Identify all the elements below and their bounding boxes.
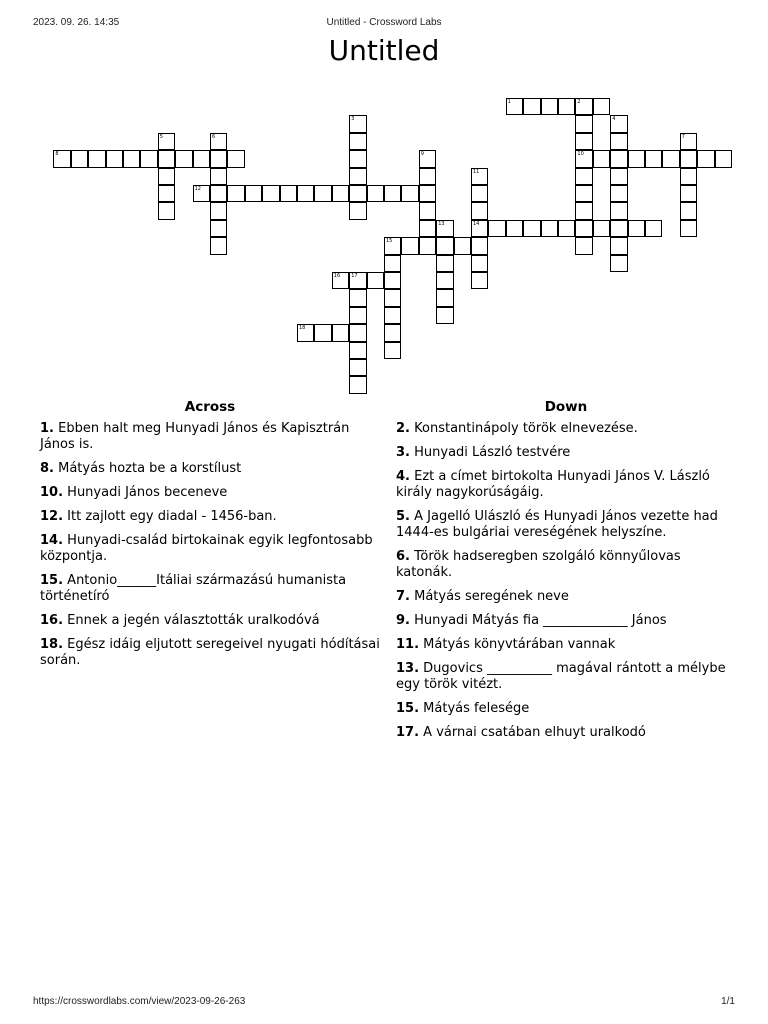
grid-cell[interactable] (193, 150, 210, 167)
clue-number: 2. (396, 421, 410, 436)
clue-text: A Jagelló Ulászló és Hunyadi János vezette had 1444-es bulgáriai vereségének helyszíne. (396, 509, 718, 540)
grid-cell[interactable] (349, 307, 366, 324)
grid-cell[interactable] (349, 289, 366, 306)
cell-number: 16 (333, 273, 341, 279)
grid-cell[interactable] (541, 220, 558, 237)
clue-text: A várnai csatában elhuyt uralkodó (423, 725, 646, 740)
cell-number: 4 (612, 116, 616, 123)
clue-text: Török hadseregben szolgáló könnyűlovas katonák. (396, 549, 681, 580)
grid-cell[interactable] (593, 220, 610, 237)
grid-cell[interactable] (575, 98, 592, 115)
clue-text: Mátyás könyvtárában vannak (423, 637, 616, 652)
grid-cell[interactable] (419, 202, 436, 219)
grid-cell[interactable] (419, 237, 436, 254)
grid-cell[interactable] (541, 98, 558, 115)
grid-cell[interactable] (158, 168, 175, 185)
grid-cell[interactable] (471, 237, 488, 254)
grid-cell[interactable] (628, 150, 645, 167)
grid-cell[interactable] (610, 185, 627, 202)
clue-text: Antonio______Itáliai származású humanista történetíró (40, 573, 347, 604)
grid-cell[interactable] (210, 185, 227, 202)
grid-cell[interactable] (158, 185, 175, 202)
down-clue (396, 421, 736, 437)
grid-cell[interactable] (297, 185, 314, 202)
cell-number: 2 (577, 99, 581, 105)
grid-cell[interactable] (332, 185, 349, 202)
grid-cell[interactable] (384, 255, 401, 272)
grid-cell[interactable] (210, 237, 227, 254)
clue-number: 9. (396, 613, 410, 628)
cell-number: 5 (159, 133, 163, 140)
cell-number: 11 (473, 168, 480, 175)
grid-cell[interactable] (349, 185, 366, 202)
grid-cell[interactable] (680, 133, 697, 150)
clue-number: 16. (40, 613, 64, 628)
grid-cell[interactable] (506, 220, 523, 237)
clue-text: Hunyadi László testvére (414, 445, 571, 460)
clue-number: 18. (40, 637, 64, 652)
grid-cell[interactable] (436, 237, 453, 254)
grid-cell[interactable] (575, 133, 592, 150)
grid-cell[interactable] (610, 255, 627, 272)
across-clue (40, 613, 380, 629)
across-clue (40, 533, 380, 565)
grid-cell[interactable] (401, 185, 418, 202)
clue-text: Egész idáig eljutott seregeivel nyugati hódításai során. (40, 637, 380, 668)
cell-number: 10 (577, 151, 584, 158)
clue-number: 8. (40, 461, 54, 476)
grid-cell[interactable] (419, 150, 436, 167)
grid-cell[interactable] (662, 150, 679, 167)
grid-cell[interactable] (471, 220, 488, 237)
grid-cell[interactable] (106, 150, 123, 167)
grid-cell[interactable] (436, 307, 453, 324)
cell-number: 1 (507, 99, 511, 105)
cell-number: 15 (386, 238, 393, 245)
grid-cell[interactable] (332, 272, 349, 289)
down-clue (396, 589, 736, 605)
grid-cell[interactable] (349, 202, 366, 219)
grid-cell[interactable] (384, 307, 401, 324)
grid-cell[interactable] (332, 324, 349, 341)
grid-cell[interactable] (454, 237, 471, 254)
clue-text: Itt zajlott egy diadal - 1456-ban. (67, 509, 277, 524)
grid-cell[interactable] (593, 98, 610, 115)
down-clue (396, 701, 736, 717)
crossword-grid (0, 0, 768, 390)
grid-cell[interactable] (471, 185, 488, 202)
grid-cell[interactable] (575, 220, 592, 237)
grid-cell[interactable] (610, 237, 627, 254)
grid-cell[interactable] (88, 150, 105, 167)
grid-cell[interactable] (210, 168, 227, 185)
grid-cell[interactable] (715, 150, 732, 167)
cell-number: 14 (473, 220, 480, 227)
cell-number: 9 (420, 151, 424, 158)
grid-cell[interactable] (471, 272, 488, 289)
clue-number: 3. (396, 445, 410, 460)
down-heading: Down (544, 399, 588, 415)
grid-cell[interactable] (575, 150, 592, 167)
grid-cell[interactable] (175, 150, 192, 167)
clue-text: Konstantinápoly török elnevezése. (414, 421, 638, 436)
grid-cell[interactable] (349, 150, 366, 167)
clue-text: Dugovics __________ magával rántott a mélybe egy török vitézt. (396, 661, 726, 692)
clue-number: 4. (396, 469, 410, 484)
grid-cell[interactable] (419, 185, 436, 202)
grid-cell[interactable] (297, 324, 314, 341)
grid-cell[interactable] (558, 98, 575, 115)
grid-cell[interactable] (384, 324, 401, 341)
across-clue (40, 573, 380, 605)
grid-cell[interactable] (419, 220, 436, 237)
print-url: https://crosswordlabs.com/view/2023-09-26-263 (33, 996, 246, 1007)
grid-cell[interactable] (227, 185, 244, 202)
grid-cell[interactable] (384, 237, 401, 254)
across-clue (40, 421, 380, 453)
grid-cell[interactable] (471, 168, 488, 185)
across-clue (40, 509, 380, 525)
grid-cell[interactable] (488, 220, 505, 237)
grid-cell[interactable] (349, 342, 366, 359)
grid-cell[interactable] (471, 255, 488, 272)
grid-cell[interactable] (158, 202, 175, 219)
grid-cell[interactable] (349, 359, 366, 376)
across-clue (40, 485, 380, 501)
clue-number: 1. (40, 421, 54, 436)
grid-cell[interactable] (523, 98, 540, 115)
grid-cell[interactable] (401, 237, 418, 254)
clue-text: Hunyadi Mátyás fia _____________ János (414, 613, 667, 628)
grid-cell[interactable] (523, 220, 540, 237)
down-clue (396, 725, 736, 741)
grid-cell[interactable] (575, 185, 592, 202)
across-clue (40, 637, 380, 669)
grid-cell[interactable] (384, 289, 401, 306)
cell-number: 13 (438, 220, 445, 227)
clue-number: 13. (396, 661, 420, 676)
grid-cell[interactable] (210, 150, 227, 167)
down-clue (396, 445, 736, 461)
grid-cell[interactable] (610, 133, 627, 150)
grid-cell[interactable] (680, 150, 697, 167)
grid-cell[interactable] (123, 150, 140, 167)
clue-number: 12. (40, 509, 64, 524)
grid-cell[interactable] (349, 115, 366, 132)
print-date: 2023. 09. 26. 14:35 (33, 17, 120, 28)
grid-cell[interactable] (314, 185, 331, 202)
grid-cell[interactable] (367, 272, 384, 289)
clue-number: 7. (396, 589, 410, 604)
grid-cell[interactable] (384, 185, 401, 202)
clue-text: Hunyadi-család birtokainak egyik legfontosabb központja. (40, 533, 373, 564)
grid-cell[interactable] (140, 150, 157, 167)
cell-number: 17 (351, 273, 358, 279)
grid-cell[interactable] (367, 185, 384, 202)
grid-cell[interactable] (680, 168, 697, 185)
clue-text: Ennek a jegén választották uralkodóvá (67, 613, 320, 628)
grid-cell[interactable] (680, 220, 697, 237)
clue-text: Ezt a címet birtokolta Hunyadi János V. László király nagykorúságáig. (396, 469, 710, 500)
grid-cell[interactable] (436, 220, 453, 237)
grid-cell[interactable] (193, 185, 210, 202)
grid-cell[interactable] (349, 272, 366, 289)
down-clue (396, 637, 736, 653)
cell-number: 6 (212, 133, 216, 140)
grid-cell[interactable] (610, 202, 627, 219)
grid-cell[interactable] (645, 150, 662, 167)
grid-cell[interactable] (436, 255, 453, 272)
page-title: Untitled (328, 34, 440, 67)
grid-cell[interactable] (384, 342, 401, 359)
grid-cell[interactable] (610, 168, 627, 185)
grid-cell[interactable] (227, 150, 244, 167)
clue-number: 6. (396, 549, 410, 564)
grid-cell[interactable] (680, 202, 697, 219)
clue-number: 5. (396, 509, 410, 524)
grid-cell[interactable] (593, 150, 610, 167)
cell-number: 3 (351, 116, 355, 123)
clue-number: 15. (396, 701, 420, 716)
grid-cell[interactable] (697, 150, 714, 167)
grid-cell[interactable] (210, 202, 227, 219)
clue-text: Mátyás felesége (423, 701, 530, 716)
grid-cell[interactable] (436, 272, 453, 289)
down-clue (396, 661, 736, 693)
grid-cell[interactable] (158, 150, 175, 167)
clue-text: Mátyás hozta be a korstílust (58, 461, 242, 476)
cell-number: 7 (681, 133, 685, 140)
print-page-title: Untitled - Crossword Labs (326, 17, 442, 28)
clue-number: 17. (396, 725, 420, 740)
grid-cell[interactable] (610, 150, 627, 167)
grid-cell[interactable] (471, 202, 488, 219)
grid-cell[interactable] (575, 237, 592, 254)
across-clue (40, 461, 380, 477)
clue-number: 15. (40, 573, 64, 588)
down-clue (396, 469, 736, 501)
clue-number: 10. (40, 485, 64, 500)
print-page-number: 1/1 (721, 996, 735, 1007)
grid-cell[interactable] (280, 185, 297, 202)
grid-cell[interactable] (210, 133, 227, 150)
cell-number: 18 (299, 325, 306, 332)
grid-cell[interactable] (349, 376, 366, 393)
across-heading: Across (184, 399, 236, 415)
grid-cell[interactable] (262, 185, 279, 202)
grid-cell[interactable] (628, 220, 645, 237)
grid-cell[interactable] (158, 133, 175, 150)
grid-cell[interactable] (575, 168, 592, 185)
grid-cell[interactable] (314, 324, 331, 341)
clue-text: Mátyás seregének neve (414, 589, 569, 604)
down-clue (396, 509, 736, 541)
grid-cell[interactable] (210, 220, 227, 237)
down-clues (396, 399, 736, 749)
grid-cell[interactable] (71, 150, 88, 167)
down-clue (396, 549, 736, 581)
grid-cell[interactable] (645, 220, 662, 237)
grid-cell[interactable] (680, 185, 697, 202)
grid-cell[interactable] (506, 98, 523, 115)
grid-cell[interactable] (610, 115, 627, 132)
grid-cell[interactable] (419, 168, 436, 185)
grid-cell[interactable] (53, 150, 70, 167)
clue-number: 11. (396, 637, 420, 652)
grid-cell[interactable] (245, 185, 262, 202)
grid-cell[interactable] (436, 289, 453, 306)
clue-text: Ebben halt meg Hunyadi János és Kapisztrán János is. (40, 421, 350, 452)
grid-cell[interactable] (349, 324, 366, 341)
clue-text: Hunyadi János beceneve (67, 485, 228, 500)
grid-cell[interactable] (610, 220, 627, 237)
cell-number: 12 (194, 186, 201, 192)
grid-cell[interactable] (575, 202, 592, 219)
grid-cell[interactable] (384, 272, 401, 289)
grid-cell[interactable] (349, 133, 366, 150)
grid-cell[interactable] (558, 220, 575, 237)
across-clues (40, 399, 380, 677)
grid-cell[interactable] (575, 115, 592, 132)
clue-number: 14. (40, 533, 64, 548)
grid-cell[interactable] (349, 168, 366, 185)
down-clue (396, 613, 736, 629)
cell-number: 8 (55, 151, 59, 158)
